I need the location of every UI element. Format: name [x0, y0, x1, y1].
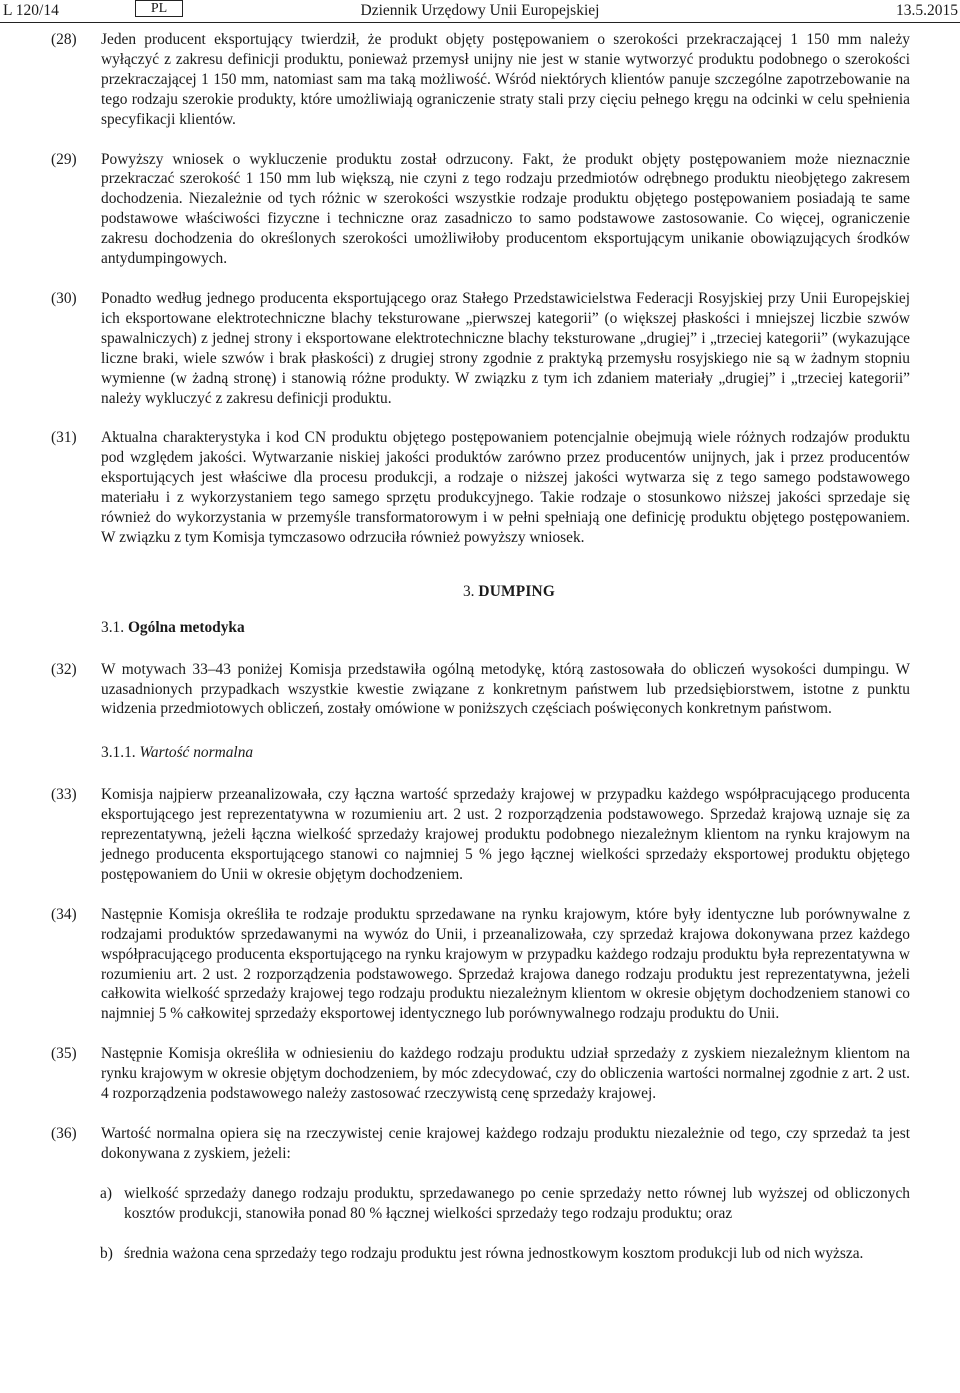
list-marker: a) [100, 1184, 112, 1202]
recital-text: Powyższy wniosek o wykluczenie produktu został odrzucony. Fakt, że produkt objęty postępowaniem może nieznacznie przekraczać szerokość 1 150 mm lub większą, nie czyni z tego rodzaju przedmiotów odrębnego produktu nieobjętego zakresem dochodzenia. Niezależnie od tych różnic w szerokości wszystkie rodzaje produktu objętego postępowaniem posiadają te same podstawowe właściwości fizyczne i techniczne oraz zasadniczo to samo podstawowe zastosowanie. Co więcej, ograniczenie zakresu dochodzenia do określonych szerokości umożliwiłoby producentom eksportującym unikanie obowiązujących środków antydumpingowych. [101, 150, 910, 268]
recital-number: (32) [51, 660, 77, 678]
list-item-text: wielkość sprzedaży danego rodzaju produktu, sprzedawanego po cenie sprzedaży netto równej lub wyższej od obliczonych kosztów produkcji, stanowiła ponad 80 % łącznej wielkości sprzedaży tego rodzaju produktu; oraz [124, 1184, 910, 1222]
recital-text: Wartość normalna opiera się na rzeczywistej cenie krajowej każdego rodzaju produktu niezależnie od tego, czy sprzedaż ta jest dokonywana z zyskiem, jeżeli: [101, 1124, 910, 1162]
recital-36 [0, 1124, 960, 1164]
recital-33 [0, 785, 960, 885]
recital-text: Komisja najpierw przeanalizowała, czy łączna wartość sprzedaży krajowej w przypadku każdego współpracującego producenta eksportującego jest reprezentatywna w rozumieniu art. 2 ust. 2 rozporządzenia podstawowego. Sprzedaż krajową uznaje się za reprezentatywną, jeżeli łączna wielkość sprzedaży krajowej produktu podobnego niezależnym klientom na rynku krajowym na jednego producenta eksportującego stanowi co najmniej 5 % jego łącznej wielkości sprzedaży eksportowej produktu objętego postępowaniem do Unii w okresie objętym dochodzeniem. [101, 786, 910, 883]
recital-number: (28) [51, 31, 77, 48]
recital-number: (36) [51, 1124, 77, 1142]
page-reference: L 120/14 [3, 2, 59, 19]
journal-title: Dziennik Urzędowy Unii Europejskiej [360, 2, 600, 19]
list-item-text: średnia ważona cena sprzedaży tego rodzaju produktu jest równa jednostkowym kosztom produkcji lub od nich wyższa. [124, 1244, 864, 1262]
language-badge: PL [135, 0, 183, 17]
recital-number: (29) [51, 150, 77, 168]
subsubsection-number: 3.1.1. [101, 744, 136, 762]
recital-number: (31) [51, 429, 77, 447]
recital-text: Aktualna charakterystyka i kod CN produktu objętego postępowaniem potencjalnie obejmują wiele różnych rodzajów produktu pod względem jakości. Wytwarzanie niskiej jakości produktów zarówno przez producentów unijnych, jak i przez producentów eksportujących jest właściwe dla procesu produkcji, a rodzaje o niższej jakości wytwarza się z tego samego podstawowego materiału i z wykorzystaniem tego samego sprzętu produkcyjnego. Takie rodzaje o stosunkowo niższej jakości sprzedaje się również do wykorzystania w przemyśle transformatorowym i w pełni spełniają one definicję produktu objętego postępowaniem. W związku z tym Komisja tymczasowo odrzuciła również powyższy wniosek. [101, 429, 910, 546]
subsection-heading [0, 618, 960, 638]
recital-31 [0, 428, 960, 547]
list-marker: b) [100, 1244, 113, 1262]
publication-date: 13.5.2015 [896, 2, 958, 19]
section-heading [58, 582, 960, 602]
recital-text: Jeden producent eksportujący twierdził, że produkt objęty postępowaniem o szerokości przekraczającej 1 150 mm należy wyłączyć z zakresu definicji produktu, ponieważ przemysł unijny nie jest w stanie wytworzyć produktu podobnego o szerokości przekraczającej 1 150 mm, natomiast sam ma taką możliwość. Wśród niektórych klientów panuje szczególne zapotrzebowanie na tego rodzaju szerokie produkty, które umożliwiają ograniczenie straty stali przy cięciu pełnego kręgu na odcinki w celu spełnienia specyfikacji klientów. [101, 31, 910, 128]
recital-text: Następnie Komisja określiła w odniesieniu do każdego rodzaju produktu udział sprzedaży z zyskiem niezależnym klientom na rynku krajowym w okresie objętym dochodzeniem, by móc zdecydować, czy do obliczenia wartości normalnej zgodnie z art. 2 ust. 4 rozporządzenia podstawowego należy zastosować rzeczywistą cenę sprzedaży krajowej. [101, 1045, 910, 1103]
recital-34 [0, 905, 960, 1024]
recital-29 [0, 150, 960, 269]
recital-text: Ponadto według jednego producenta eksportującego oraz Stałego Przedstawicielstwa Federacji Rosyjskiej przy Unii Europejskiej ich eksportowane elektrotechniczne blachy teksturowane „pierwszej kategorii” (o większej płaskości i mniejszej liczbie szwów spawalniczych) z jednej strony i eksportowane elektrotechniczne blachy teksturowane „drugiej” i „trzeciej kategorii” (wykazujące liczne braki, wiele szwów i brak płaskości) z drugiej strony zgodnie z praktyką przemysłu rosyjskiego nie są w żadnym stopniu wymienne (w żadną stronę) i stanowią różne produkty. W związku z tym ich zdaniem materiały „drugiej” i „trzeciej kategorii” należy wykluczyć z zakresu definicji produktu. [101, 289, 910, 407]
subsubsection-heading [0, 743, 960, 763]
subsubsection-title: Wartość normalna [139, 744, 254, 762]
page-header [0, 0, 960, 22]
recital-number: (34) [51, 905, 77, 923]
recital-number: (30) [51, 289, 77, 307]
list-item-a [0, 1184, 960, 1224]
recital-number: (35) [51, 1045, 77, 1063]
document-body [0, 30, 960, 1264]
recital-28 [0, 30, 960, 130]
recital-text: Następnie Komisja określiła te rodzaje produktu sprzedawane na rynku krajowym, które były identyczne lub porównywalne z rodzajami produktów sprzedawanymi na wywóz do Unii, i przeanalizowała, czy sprzedaż krajowa dokonywana przez każdego współpracującego producenta eksportującego na rynku krajowym w przypadku każdego rodzaju produktu była reprezentatywna w rozumieniu art. 2 ust. 2 rozporządzenia podstawowego. Sprzedaż krajowa danego rodzaju produktu jest reprezentatywna, jeżeli całkowita wielkość sprzedaży krajowej tego rodzaju produktu niezależnym klientom w okresie objętym dochodzeniem stanowi co najmniej 5 % całkowitej sprzedaży eksportowej identycznego lub porównywalnego rodzaju produktu do Unii. [101, 905, 910, 1023]
subsection-title: Ogólna metodyka [127, 618, 245, 636]
recital-text: W motywach 33–43 poniżej Komisja przedstawiła ogólną metodykę, którą zastosowała do obliczeń wysokości dumpingu. W uzasadnionych przypadkach wszystkie kwestie związane z konkretnym państwem lub przedsiębiorstwem, istotne z punktu widzenia przedmiotowych obliczeń, zostały omówione w poniższych częściach poświęconych konkretnym państwom. [101, 660, 910, 718]
recital-30 [0, 289, 960, 408]
recital-35 [0, 1044, 960, 1104]
list-item-b [0, 1244, 960, 1264]
subsection-number: 3.1. [101, 618, 125, 636]
section-title: DUMPING [478, 582, 556, 600]
recital-32 [0, 660, 960, 720]
section-number: 3. [462, 582, 475, 600]
recital-number: (33) [51, 786, 77, 804]
header-divider [0, 22, 960, 23]
